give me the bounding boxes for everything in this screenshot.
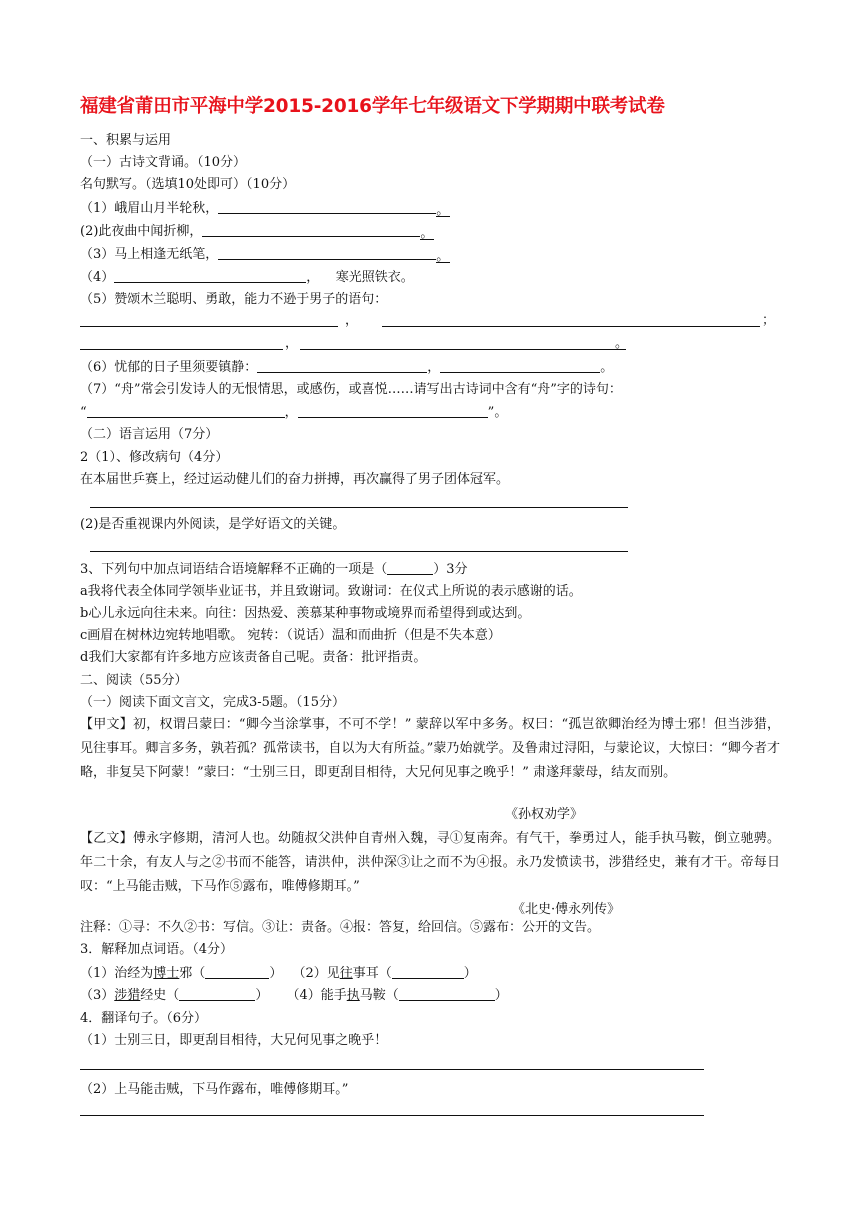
answer-line[interactable] [80,349,283,350]
keyword: 往 [339,966,353,981]
question-1-6 [80,358,613,377]
paren: ） [494,988,508,1003]
instruction: 名句默写。（选填10处即可）（10分） [80,177,296,192]
semicolon: ； [762,313,776,328]
question-3-row-2 [80,986,508,1005]
q-text: 马鞍（ [359,988,399,1003]
paren: ） [255,988,269,1003]
q-text: （1）治经为 [80,966,154,981]
answer-period: 。 [420,226,434,241]
answer-line[interactable] [90,551,628,552]
question-1-3 [80,245,450,264]
answer-line[interactable] [90,507,628,508]
question-2-1-sentence: 在本届世乒赛上，经过运动健儿们的奋力拼搏，再次赢得了男子团体冠军。 [80,472,510,487]
keyword: 执 [346,988,360,1003]
open-quote: “ [80,405,87,420]
answer-line[interactable] [80,1115,704,1116]
passage-jia-text: 初，权谓吕蒙曰：“卿今当涂掌事，不可不学！” 蒙辞以军中多务。权曰：“孤岂欲卿治经为博士邪！但当涉猎，见往事耳。卿言多务，孰若孤？孤常读书，自以为大有所益。”蒙乃始就学。及鲁肃过浔阳，与蒙论议，大惊曰：“卿今者才略，非复吴下阿蒙！”蒙曰：“士别三日，即更刮目相待，大兄何见事之晚乎！” 肃遂拜蒙母，结友而别。 [80,717,780,780]
question-text: 3、下列句中加点词语结合语境解释不正确的一项是（ [80,562,388,577]
keyword: 涉猎 [114,988,141,1003]
question-number: （4） [80,270,115,285]
question-2-1: 2（1）、修改病句（4分） [80,450,229,465]
period: 。 [600,360,614,375]
answer-blank[interactable] [202,222,420,237]
comma: ， [345,313,359,328]
comma: ， [285,336,299,351]
question-1-2 [80,222,434,241]
answer-blank[interactable] [392,964,464,979]
answer-blank[interactable] [399,986,495,1001]
passage-jia-label: 【甲文】 [80,717,133,732]
subsection-classical: （一）阅读下面文言文，完成3-5题。（15分） [80,695,345,710]
question-4-2: （2）上马能击贼，下马作露布，唯傅修期耳。” [80,1082,349,1097]
answer-period: 。 [436,249,450,264]
question-3-head: 3．解释加点词语。（4分） [80,942,234,957]
answer-blank[interactable] [179,986,255,1001]
option-d: d我们大家都有许多地方应该责备自己呢。责备：批评指责。 [80,650,427,665]
passage-jia [80,713,780,785]
answer-blank[interactable] [205,964,269,979]
keyword: 博士 [153,966,180,981]
q-text: 经史（ [140,988,180,1003]
passage-yi [80,827,780,899]
question-text: (2)此夜曲中闻折柳， [80,224,203,239]
exam-title: 福建省莆田市平海中学2015-2016学年七年级语文下学期期中联考试卷 [80,96,665,117]
answer-blank[interactable] [87,403,285,418]
answer-line[interactable] [382,326,760,327]
answer-line[interactable] [80,326,338,327]
question-3 [80,560,468,579]
answer-blank[interactable] [257,358,427,373]
question-3-row-1 [80,964,477,983]
paren: ） [463,966,477,981]
answer-line[interactable] [80,1069,704,1070]
q-text: （4）能手 [286,988,347,1003]
question-1-4 [80,268,414,287]
answer-blank[interactable] [440,358,600,373]
close-quote: ”。 [487,405,508,420]
comma: ， [284,405,298,420]
question-text: （6）忧郁的日子里须要镇静： [80,360,258,375]
period: 。 [615,336,629,351]
passage-yi-text: 傅永字修期，清河人也。幼随叔父洪仲自青州入魏，寻①复南奔。有气干，拳勇过人，能手执马鞍，倒立驰骋。年二十余，有友人与之②书而不能答，请洪仲，洪仲深③让之而不为④报。永乃发愤读书，涉猎经史，兼有才干。帝每日叹：“上马能击贼，下马作⑤露布，唯傅修期耳。” [80,831,780,894]
passage-yi-source: 《北史·傅永列传》 [512,902,621,917]
option-b: b心儿永远向往未来。向往：因热爱、羡慕某种事物或境界而希望得到或达到。 [80,606,531,621]
passage-yi-label: 【乙文】 [80,831,133,846]
passage-jia-source: 《孙权劝学》 [505,807,584,822]
question-2-2: (2)是否重视课内外阅读，是学好语文的关键。 [80,517,346,532]
q-text: （3） [80,988,115,1003]
option-a: a我将代表全体同学领毕业证书，并且致谢词。致谢词：在仪式上所说的表示感谢的话。 [80,584,582,599]
section-heading-2: 二、阅读（55分） [80,673,188,688]
answer-blank[interactable] [114,268,306,283]
answer-blank[interactable] [218,199,436,214]
answer-blank[interactable] [298,403,488,418]
answer-period: 。 [436,203,450,218]
notes: 注释：①寻：不久②书：写信。③让：责备。④报：答复，给回信。⑤露布：公开的文告。 [80,920,601,935]
section-heading-1: 一、积累与运用 [80,133,172,148]
comma: ， [427,360,441,375]
q-text: 邪（ [179,966,206,981]
question-score: ）3分 [433,562,468,577]
question-1-1 [80,199,450,218]
question-4-head: 4．翻译句子。（6分） [80,1011,208,1026]
question-text: ， 寒光照铁衣。 [306,270,414,285]
subsection-language: （二）语言运用（7分） [80,427,219,442]
q-text: （2）见 [292,966,340,981]
question-4-1: （1）士别三日，即更刮目相待，大兄何见事之晚乎！ [80,1033,388,1048]
option-c: c画眉在树林边宛转地唱歌。 宛转：（说话）温和而曲折（但是不失本意） [80,628,501,643]
answer-blank[interactable] [218,245,436,260]
question-text: （3）马上相逢无纸笔， [80,247,219,262]
subsection-poetry: （一）古诗文背诵。（10分） [80,155,247,170]
paren: ） [269,966,283,981]
question-1-5: （5）赞颂木兰聪明、勇敢，能力不逊于男子的语句： [80,292,388,307]
question-1-7-answer [80,403,507,422]
q-text: 事耳（ [352,966,392,981]
answer-blank[interactable] [387,560,433,575]
answer-line[interactable] [300,349,626,350]
question-1-7: （7）“舟”常会引发诗人的无恨情思，或感伤，或喜悦……请写出古诗词中含有“舟”字的诗句： [80,382,622,397]
question-text: （1）峨眉山月半轮秋， [80,201,219,216]
